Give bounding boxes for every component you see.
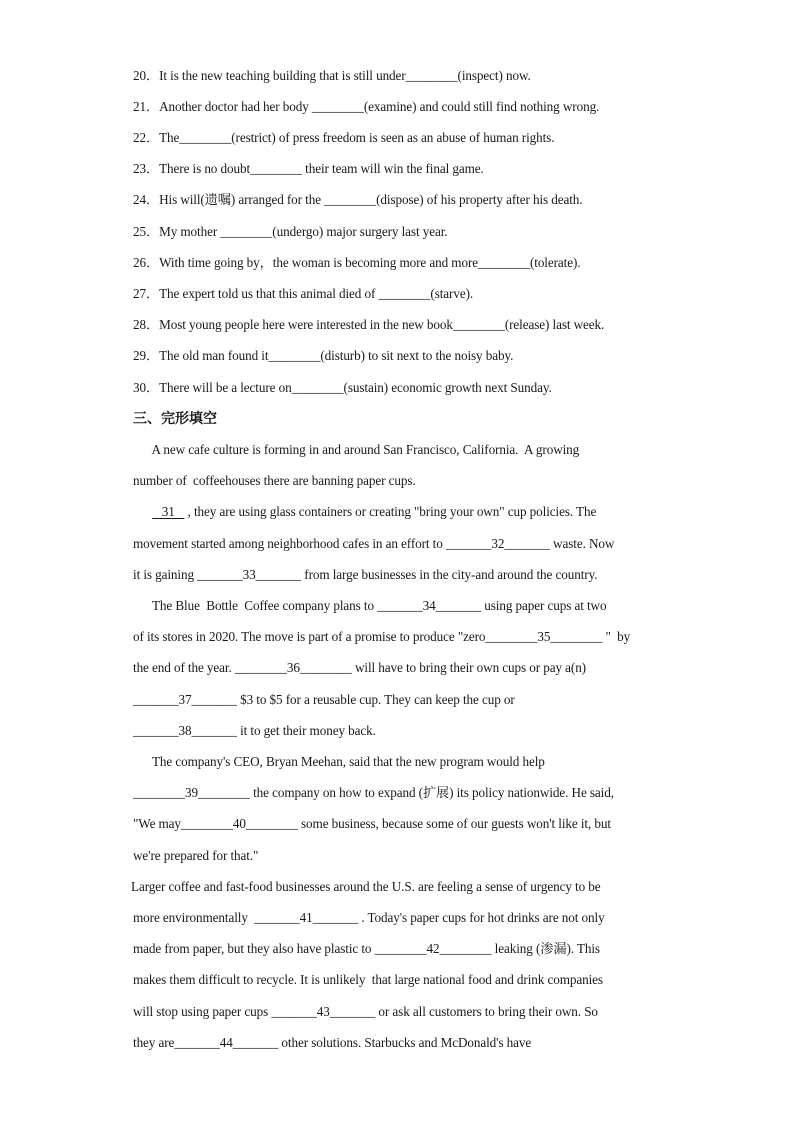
question-27: [133, 285, 473, 303]
passage-line: [133, 1034, 531, 1052]
question-number: 29．: [133, 348, 160, 363]
blank-33: _______33_______: [197, 567, 302, 582]
section-title: 三、完形填空: [133, 411, 217, 427]
passage-text: or ask all customers to bring their own. So: [375, 1004, 598, 1019]
question-28: [133, 316, 604, 334]
passage-text: will have to bring their own cups or pay a(n): [351, 660, 586, 675]
question-number: 25．: [133, 224, 160, 239]
question-number: 20．: [133, 68, 160, 83]
passage-text: other solutions. Starbucks and McDonald's have: [278, 1035, 532, 1050]
passage-line: [133, 847, 258, 865]
passage-text: we're prepared for that.": [133, 848, 259, 863]
question-text: There will be a lecture on________(sustain) economic growth next Sunday.: [159, 380, 552, 395]
question-text: It is the new teaching building that is still under________(inspect) now.: [159, 68, 531, 83]
question-23: [133, 160, 484, 178]
passage-line: [133, 909, 605, 927]
passage-line: [133, 535, 614, 553]
blank-44: _______44_______: [174, 1035, 279, 1050]
passage-text: the end of the year.: [133, 660, 235, 675]
passage-line: [133, 815, 611, 833]
question-text: My mother ________(undergo) major surgery last year.: [159, 224, 448, 239]
question-text: With time going by，the woman is becoming more and more________(tolerate).: [159, 255, 581, 270]
blank-42: ________42________: [374, 941, 492, 956]
blank-41: _______41_______: [254, 910, 359, 925]
question-20: [133, 67, 531, 85]
passage-line: [133, 597, 606, 615]
passage-line: [131, 878, 601, 896]
question-text: Another doctor had her body ________(examine) and could still find nothing wrong.: [159, 99, 600, 114]
question-number: 26．: [133, 255, 160, 270]
question-30: [133, 379, 552, 397]
passage-line: [133, 753, 545, 771]
passage-text: from large businesses in the city-and around the country.: [301, 567, 598, 582]
passage-line: [133, 691, 515, 709]
question-number: 27．: [133, 286, 160, 301]
passage-text: made from paper, but they also have plastic to: [133, 941, 375, 956]
passage-text: leaking (渗漏). This: [491, 941, 600, 956]
passage-text: it is gaining: [133, 567, 198, 582]
passage-line: [133, 659, 586, 677]
passage-text: " by: [602, 629, 631, 644]
question-21: [133, 98, 599, 116]
passage-text: The company's CEO, Bryan Meehan, said that the new program would help: [133, 754, 545, 769]
passage-text: the company on how to expand (扩展) its policy nationwide. He said,: [249, 785, 614, 800]
passage-text: makes them difficult to recycle. It is unlikely that large national food and drink companies: [133, 972, 603, 987]
question-text: The expert told us that this animal died of ________(starve).: [159, 286, 474, 301]
passage-line: [133, 722, 376, 740]
passage-text: . Today's paper cups for hot drinks are not only: [358, 910, 605, 925]
passage-text: it to get their money back.: [236, 723, 376, 738]
question-24: [133, 191, 583, 209]
passage-text: movement started among neighborhood cafes in an effort to: [133, 536, 446, 551]
question-25: [133, 223, 448, 241]
passage-line: [133, 1003, 598, 1021]
blank-37: _______37_______: [133, 692, 237, 707]
passage-line: [133, 940, 600, 958]
passage-text: they are: [133, 1035, 175, 1050]
passage-line: [133, 441, 579, 459]
passage-text: waste. Now: [549, 536, 615, 551]
question-number: 24．: [133, 192, 160, 207]
passage-line: [133, 503, 596, 521]
question-29: [133, 347, 513, 365]
question-text: The________(restrict) of press freedom is seen as an abuse of human rights.: [159, 130, 555, 145]
question-text: The old man found it________(disturb) to sit next to the noisy baby.: [159, 348, 514, 363]
blank-36: ________36________: [234, 660, 352, 675]
passage-text: will stop using paper cups: [133, 1004, 272, 1019]
blank-31: 31: [152, 504, 185, 519]
passage-text: "We may: [133, 816, 181, 831]
question-text: His will(遗嘱) arranged for the ________(dispose) of his property after his death.: [159, 192, 583, 207]
passage-text: of its stores in 2020. The move is part of a promise to produce "zero: [133, 629, 486, 644]
passage-text: $3 to $5 for a reusable cup. They can keep the cup or: [236, 692, 515, 707]
passage-text: more environmentally: [133, 910, 255, 925]
passage-line: [133, 971, 603, 989]
passage-line: [133, 566, 597, 584]
blank-43: _______43_______: [271, 1004, 376, 1019]
blank-39: ________39________: [133, 785, 250, 800]
blank-35: ________35________: [485, 629, 603, 644]
blank-38: _______38_______: [133, 723, 237, 738]
passage-line: [133, 628, 630, 646]
question-number: 21．: [133, 99, 160, 114]
passage-text: The Blue Bottle Coffee company plans to: [133, 598, 378, 613]
blank-32: _______32_______: [445, 536, 550, 551]
passage-text: [133, 504, 152, 519]
blank-34: _______34_______: [377, 598, 482, 613]
passage-line: [133, 784, 614, 802]
passage-text: number of coffeehouses there are banning paper cups.: [133, 473, 416, 488]
question-text: There is no doubt________ their team will win the final game.: [159, 161, 484, 176]
passage-text: A new cafe culture is forming in and around San Francisco, California. A growing: [133, 442, 580, 457]
passage-text: , they are using glass containers or creating "bring your own" cup policies. The: [184, 504, 597, 519]
question-26: [133, 254, 580, 272]
question-number: 22．: [133, 130, 160, 145]
question-number: 28．: [133, 317, 160, 332]
question-number: 30．: [133, 380, 160, 395]
passage-text: Larger coffee and fast-food businesses around the U.S. are feeling a sense of urgency to be: [131, 879, 601, 894]
passage-text: using paper cups at two: [481, 598, 607, 613]
passage-line: [133, 472, 416, 490]
question-number: 23．: [133, 161, 160, 176]
passage-text: some business, because some of our guests won't like it, but: [297, 816, 611, 831]
question-text: Most young people here were interested in the new book________(release) last week.: [159, 317, 605, 332]
blank-40: ________40________: [180, 816, 298, 831]
question-22: [133, 129, 554, 147]
